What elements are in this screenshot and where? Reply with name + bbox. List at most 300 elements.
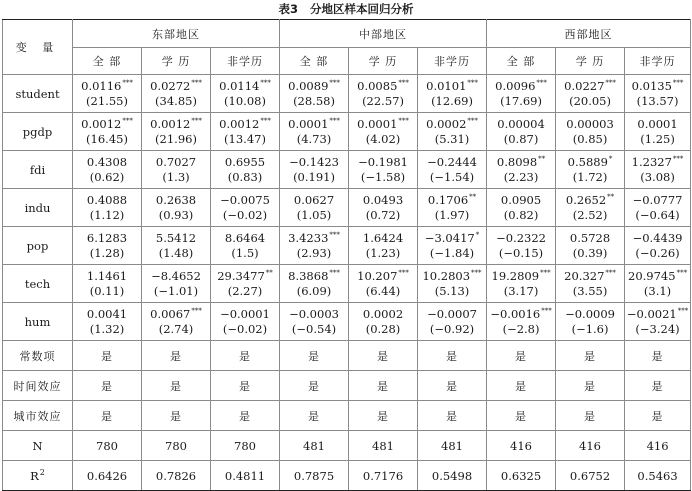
coefficient-value: 0.2652 [565,192,607,207]
t-statistic: (0.191) [293,169,335,184]
coefficient-line [487,269,555,284]
table-row [3,151,691,189]
summary-value: 0.4811 [211,461,280,491]
coefficient-value: −0.2444 [427,154,477,169]
coefficient-cell [211,151,280,189]
coefficient-value: 0.0085 [357,78,398,93]
coefficient-line [211,117,279,132]
summary-row [3,371,691,401]
coefficient-cell [349,151,418,189]
t-statistic: (−1.58) [360,169,406,184]
t-statistic: (2.74) [158,321,194,336]
coefficient-line [556,193,624,208]
t-statistic: (−0.54) [291,321,337,336]
row-label: student [3,75,73,113]
coefficient-cell [211,303,280,341]
t-statistic: (1.32) [89,321,125,336]
t-statistic: (5.31) [434,131,470,146]
coefficient-cell [73,303,142,341]
coefficient-line [142,269,210,284]
coefficient-value: −0.0001 [220,306,270,321]
significance-stars: *** [672,154,684,163]
t-statistic: (1.28) [89,245,125,260]
coefficient-cell [280,227,349,265]
coefficient-line [349,307,417,322]
summary-value: 是 [280,401,349,431]
significance-stars: *** [398,268,409,277]
coefficient-value: 0.0002 [426,116,467,131]
coefficient-line [280,117,348,132]
t-statistic: (4.02) [365,131,401,146]
coefficient-cell [142,303,211,341]
coefficient-cell [556,227,625,265]
coefficient-cell [418,75,487,113]
coefficient-line [211,307,279,322]
coefficient-value: 0.8098 [496,154,538,169]
t-statistic: (0.93) [158,207,194,222]
summary-value: 是 [211,401,280,431]
t-statistic: (1.12) [89,207,125,222]
coefficient-line [556,269,624,284]
coefficient-cell [142,151,211,189]
coefficient-line [142,193,210,208]
coefficient-value: 0.0227 [564,78,605,93]
significance-stars: * [475,230,480,239]
row-label: indu [3,189,73,227]
coefficient-value: 6.1283 [86,230,128,245]
coefficient-cell [556,151,625,189]
coefficient-value: 0.2638 [155,192,197,207]
row-label: tech [3,265,73,303]
table-caption [0,0,692,19]
summary-label [3,461,73,491]
coefficient-cell [487,265,556,303]
coefficient-cell [211,265,280,303]
summary-value: 是 [556,341,625,371]
coefficient-line [73,155,141,170]
coefficient-line [349,231,417,246]
summary-value: 是 [73,371,142,401]
coefficient-value: −0.4439 [632,230,683,245]
coefficient-line [418,269,486,284]
coefficient-cell [487,303,556,341]
t-statistic: (17.69) [500,93,542,108]
coefficient-cell [625,189,691,227]
t-statistic: (22.57) [362,93,404,108]
t-statistic: (−1.54) [429,169,475,184]
t-statistic: (13.57) [636,93,679,108]
coefficient-line [211,155,279,170]
significance-stars: ** [538,154,546,163]
summary-value: 是 [349,401,418,431]
coefficient-cell [73,227,142,265]
t-statistic: (34.85) [155,93,197,108]
header-row-subcols [3,48,691,75]
subcol-header: 学 历 [556,48,625,75]
table-row [3,189,691,227]
coefficient-value: 8.3868 [288,268,329,283]
summary-value: 是 [280,341,349,371]
t-statistic: (1.25) [640,131,675,146]
summary-value: 481 [418,431,487,461]
coefficient-line [487,117,555,132]
significance-stars: *** [122,116,133,125]
coefficient-line [487,193,555,208]
subcol-header: 非学历 [418,48,487,75]
significance-stars: *** [605,268,616,277]
coefficient-cell [73,189,142,227]
coefficient-value: 0.0001 [288,116,329,131]
summary-value: 是 [418,401,487,431]
t-statistic: (0.87) [503,131,539,146]
significance-stars: *** [536,78,547,87]
t-statistic: (1.97) [434,207,470,222]
summary-value: 是 [625,341,691,371]
coefficient-line [418,307,486,322]
t-statistic: (−3.24) [635,321,680,336]
table-row [3,113,691,151]
row-label: pop [3,227,73,265]
coefficient-value: 20.327 [564,268,605,283]
coefficient-cell [73,151,142,189]
t-statistic: (1.3) [162,169,190,184]
coefficient-cell [73,113,142,151]
coefficient-value: 0.0096 [495,78,536,93]
coefficient-line [73,307,141,322]
coefficient-value: −0.0007 [427,306,477,321]
coefficient-value: 0.4308 [86,154,128,169]
coefficient-line [280,269,348,284]
table-row [3,227,691,265]
significance-stars: *** [191,116,202,125]
t-statistic: (−2.8) [502,321,540,336]
subcol-header: 非学历 [211,48,280,75]
significance-stars: *** [540,268,551,277]
coefficient-cell [142,113,211,151]
t-statistic: (−0.26) [635,245,680,260]
t-statistic: (5.13) [434,283,470,298]
t-statistic: (−0.92) [429,321,475,336]
coefficient-cell [211,189,280,227]
t-statistic: (3.1) [643,283,672,298]
table-row [3,265,691,303]
coefficient-cell [487,75,556,113]
coefficient-value: 0.0001 [357,116,398,131]
coefficient-value: 5.5412 [155,230,197,245]
coefficient-cell [418,189,487,227]
coefficient-line [487,307,555,322]
row-label: pgdp [3,113,73,151]
t-statistic: (2.93) [296,245,332,260]
significance-stars: *** [329,230,340,239]
summary-value: 0.6325 [487,461,556,491]
t-statistic: (0.62) [89,169,125,184]
coefficient-cell [418,227,487,265]
t-statistic: (12.69) [431,93,473,108]
t-statistic: (0.85) [572,131,608,146]
coefficient-value: 0.5728 [569,230,611,245]
coefficient-line [625,269,690,284]
coefficient-value: 0.6955 [224,154,266,169]
coefficient-cell [142,75,211,113]
coefficient-cell [142,265,211,303]
coefficient-value: 0.0012 [150,116,191,131]
significance-stars: *** [676,268,688,277]
t-statistic: (21.96) [155,131,197,146]
coefficient-value: 0.0627 [293,192,335,207]
coefficient-cell [349,113,418,151]
coefficient-cell [418,303,487,341]
t-statistic: (21.55) [86,93,128,108]
summary-value: 416 [487,431,556,461]
coefficient-line [73,193,141,208]
coefficient-cell [418,265,487,303]
summary-label-text: 时间效应 [13,379,62,393]
coefficient-line [280,193,348,208]
coefficient-value: 8.6464 [224,230,266,245]
t-statistic: (0.72) [365,207,401,222]
region-header-east: 东部地区 [73,20,280,48]
header-row-regions [3,20,691,48]
coefficient-value: 0.00003 [566,116,614,131]
t-statistic: (2.27) [227,283,263,298]
subcol-header: 学 历 [349,48,418,75]
coefficient-value: 0.0272 [150,78,191,93]
significance-stars: *** [329,116,340,125]
variable-header: 变 量 [3,20,73,75]
coefficient-line [280,307,348,322]
summary-value: 是 [418,371,487,401]
significance-stars: *** [191,78,202,87]
coefficient-cell [280,265,349,303]
summary-value: 是 [487,401,556,431]
coefficient-cell [625,227,691,265]
summary-value: 是 [487,371,556,401]
subcol-header: 非学历 [625,48,691,75]
coefficient-cell [625,303,691,341]
summary-label [3,401,73,431]
coefficient-value: 10.2803 [422,268,471,283]
coefficient-value: −8.4652 [151,268,201,283]
coefficient-line [142,117,210,132]
coefficient-line [280,79,348,94]
summary-value: 481 [349,431,418,461]
coefficient-cell [556,113,625,151]
coefficient-value: 1.2327 [631,154,672,169]
t-statistic: (−1.6) [571,321,609,336]
coefficient-value: −0.0016 [490,306,541,321]
coefficient-cell [625,151,691,189]
t-statistic: (1.05) [296,207,332,222]
coefficient-line [280,231,348,246]
coefficient-value: −3.0417 [424,230,475,245]
t-statistic: (13.47) [224,131,266,146]
regression-table [2,19,691,491]
t-statistic: (20.05) [569,93,611,108]
t-statistic: (1.72) [572,169,608,184]
coefficient-line [556,79,624,94]
summary-row [3,431,691,461]
coefficient-line [418,193,486,208]
summary-label-text: 城市效应 [13,409,62,423]
coefficient-value: 0.1706 [427,192,469,207]
coefficient-value: −0.2322 [496,230,546,245]
coefficient-line [73,79,141,94]
coefficient-cell [556,75,625,113]
coefficient-value: 0.0089 [288,78,329,93]
t-statistic: (0.11) [89,283,125,298]
region-header-west: 西部地区 [487,20,691,48]
t-statistic: (10.08) [224,93,266,108]
coefficient-cell [556,189,625,227]
coefficient-line [280,155,348,170]
coefficient-cell [487,113,556,151]
coefficient-line [556,155,624,170]
significance-stars: *** [605,78,616,87]
significance-stars: *** [398,116,409,125]
coefficient-cell [487,189,556,227]
coefficient-cell [418,151,487,189]
summary-value: 780 [142,431,211,461]
summary-label [3,341,73,371]
summary-value: 416 [556,431,625,461]
coefficient-line [142,155,210,170]
summary-value: 0.5498 [418,461,487,491]
coefficient-value: 29.3477 [217,268,265,283]
summary-label-text: R [30,468,39,483]
coefficient-cell [349,265,418,303]
subcol-header: 学 历 [142,48,211,75]
summary-value: 是 [73,341,142,371]
summary-value: 780 [73,431,142,461]
summary-value: 是 [349,371,418,401]
table-number: 表3 [278,2,298,16]
coefficient-cell [349,189,418,227]
coefficient-cell [211,227,280,265]
coefficient-cell [349,227,418,265]
coefficient-line [211,231,279,246]
coefficient-line [487,155,555,170]
t-statistic: (−0.02) [222,321,268,336]
summary-value: 481 [280,431,349,461]
summary-label-text: 常数项 [19,349,56,363]
table-row [3,75,691,113]
coefficient-cell [211,113,280,151]
coefficient-cell [280,189,349,227]
significance-stars: *** [471,268,482,277]
t-statistic: (−1.01) [153,283,199,298]
coefficient-line [418,155,486,170]
significance-stars: *** [260,78,271,87]
coefficient-cell [625,113,691,151]
coefficient-value: 20.9745 [628,268,676,283]
summary-row [3,461,691,491]
coefficient-value: 0.0116 [81,78,122,93]
significance-stars: *** [398,78,409,87]
summary-value: 是 [625,401,691,431]
coefficient-cell [625,265,691,303]
t-statistic: (3.55) [572,283,608,298]
coefficient-line [625,79,690,94]
coefficient-line [211,79,279,94]
summary-value: 0.6752 [556,461,625,491]
subcol-header: 全 部 [487,48,556,75]
coefficient-cell [280,113,349,151]
significance-stars: *** [191,306,202,315]
coefficient-line [349,155,417,170]
summary-value: 0.7176 [349,461,418,491]
coefficient-line [625,231,690,246]
coefficient-value: −0.0777 [632,192,683,207]
t-statistic: (0.82) [503,207,539,222]
t-statistic: (0.28) [365,321,401,336]
coefficient-line [142,79,210,94]
t-statistic: (6.09) [296,283,332,298]
coefficient-value: 10.207 [357,268,398,283]
coefficient-line [73,231,141,246]
coefficient-cell [73,75,142,113]
coefficient-value: −0.0075 [220,192,270,207]
coefficient-value: 0.0041 [86,306,128,321]
row-label: fdi [3,151,73,189]
coefficient-line [418,231,486,246]
coefficient-line [211,269,279,284]
summary-label-superscript: 2 [39,467,45,477]
t-statistic: (3.17) [503,283,539,298]
summary-value: 416 [625,431,691,461]
coefficient-value: 3.4233 [288,230,329,245]
t-statistic: (−0.64) [635,207,680,222]
coefficient-line [487,79,555,94]
coefficient-line [349,193,417,208]
coefficient-cell [142,227,211,265]
coefficient-value: 19.2809 [491,268,540,283]
coefficient-line [556,307,624,322]
coefficient-cell [625,75,691,113]
t-statistic: (0.39) [572,245,608,260]
summary-value: 0.7875 [280,461,349,491]
coefficient-line [349,79,417,94]
coefficient-value: 1.1461 [86,268,128,283]
significance-stars: *** [329,268,340,277]
coefficient-value: 1.6424 [362,230,404,245]
coefficient-line [625,117,690,132]
significance-stars: *** [467,78,478,87]
significance-stars: *** [467,116,478,125]
coefficient-cell [280,303,349,341]
coefficient-line [625,155,690,170]
coefficient-cell [211,75,280,113]
summary-label [3,371,73,401]
coefficient-value: 0.0905 [500,192,542,207]
summary-value: 是 [556,371,625,401]
coefficient-value: 0.5889 [567,154,608,169]
coefficient-cell [280,75,349,113]
summary-value: 是 [73,401,142,431]
t-statistic: (2.23) [503,169,539,184]
coefficient-value: −0.1981 [358,154,408,169]
t-statistic: (16.45) [86,131,128,146]
t-statistic: (−1.84) [429,245,475,260]
coefficient-value: 0.4088 [86,192,128,207]
t-statistic: (6.44) [365,283,401,298]
summary-value: 0.7826 [142,461,211,491]
significance-stars: ** [265,268,273,277]
coefficient-cell [73,265,142,303]
coefficient-value: 0.7027 [155,154,197,169]
coefficient-value: 0.0067 [150,306,191,321]
t-statistic: (1.48) [158,245,194,260]
